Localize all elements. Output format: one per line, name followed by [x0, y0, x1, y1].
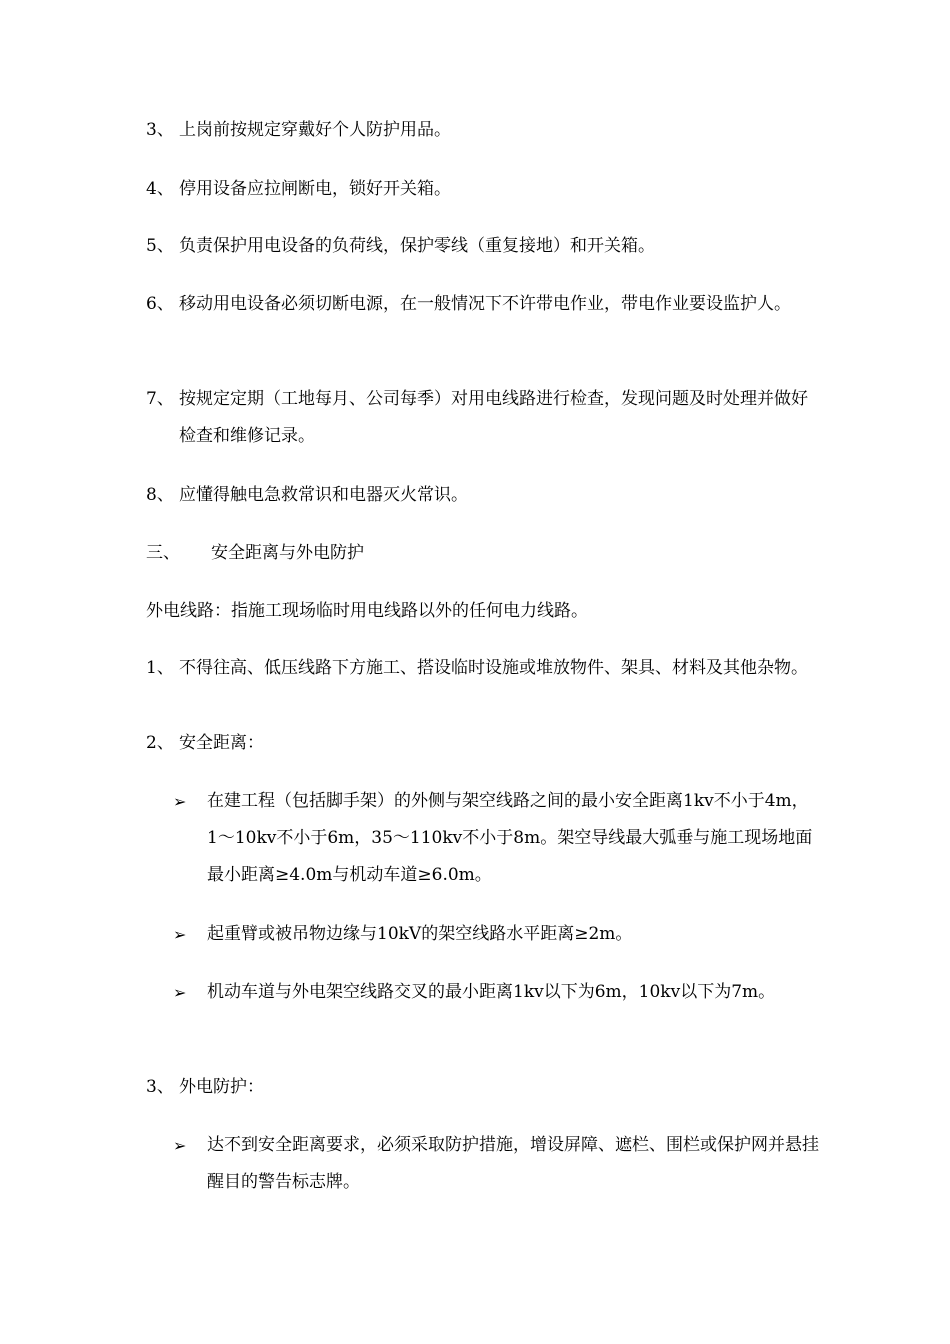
item-text: 上岗前按规定穿戴好个人防护用品。: [179, 120, 451, 140]
item-number: 3、: [146, 120, 174, 140]
item-text: 停用设备应拉闸断电，锁好开关箱。: [179, 179, 451, 199]
item-text: 负责保护用电设备的负荷线，保护零线（重复接地）和开关箱。: [179, 236, 655, 256]
item-text: 按规定定期（工地每月、公司每季）对用电线路进行检查，发现问题及时处理并做好检查和维修记录。: [179, 389, 808, 446]
arrow-bullet-icon: ➢: [173, 1136, 187, 1155]
item-text: 移动用电设备必须切断电源，在一般情况下不许带电作业，带电作业要设监护人。: [179, 294, 791, 314]
bullet-text: 达不到安全距离要求，必须采取防护措施，增设屏障、遮栏、围栏或保护网并悬挂醒目的警告标志牌。: [207, 1135, 819, 1192]
item-text: 不得往高、低压线路下方施工、搭设临时设施或堆放物件、架具、材料及其他杂物。: [179, 658, 808, 678]
section-number: 三、: [146, 543, 180, 563]
item-number: 5、: [146, 236, 174, 256]
arrow-bullet-icon: ➢: [173, 983, 187, 1002]
item-number: 1、: [146, 658, 174, 678]
item-text: 安全距离：: [179, 733, 264, 753]
item-text: 外电防护：: [179, 1077, 264, 1097]
item-number: 7、: [146, 389, 174, 409]
item-number: 3、: [146, 1077, 174, 1097]
item-number: 8、: [146, 485, 174, 505]
bullet-text: 机动车道与外电架空线路交叉的最小距离1kv以下为6m，10kv以下为7m。: [207, 982, 776, 1002]
item-number: 2、: [146, 733, 174, 753]
bullet-text: 起重臂或被吊物边缘与10kV的架空线路水平距离≥2m。: [207, 924, 633, 944]
bullet-text: 在建工程（包括脚手架）的外侧与架空线路之间的最小安全距离1kv不小于4m，1～10kv不小于6m，35～110kv不小于8m。架空导线最大弧垂与施工现场地面最小距离≥4.0m与机动车道≥6.0m。: [207, 791, 813, 885]
item-number: 4、: [146, 179, 174, 199]
item-number: 6、: [146, 294, 174, 314]
arrow-bullet-icon: ➢: [173, 925, 187, 944]
item-text: 应懂得触电急救常识和电器灭火常识。: [179, 485, 468, 505]
definition-text: 外电线路：指施工现场临时用电线路以外的任何电力线路。: [146, 601, 588, 621]
arrow-bullet-icon: ➢: [173, 792, 187, 811]
section-title: 安全距离与外电防护: [211, 543, 364, 563]
